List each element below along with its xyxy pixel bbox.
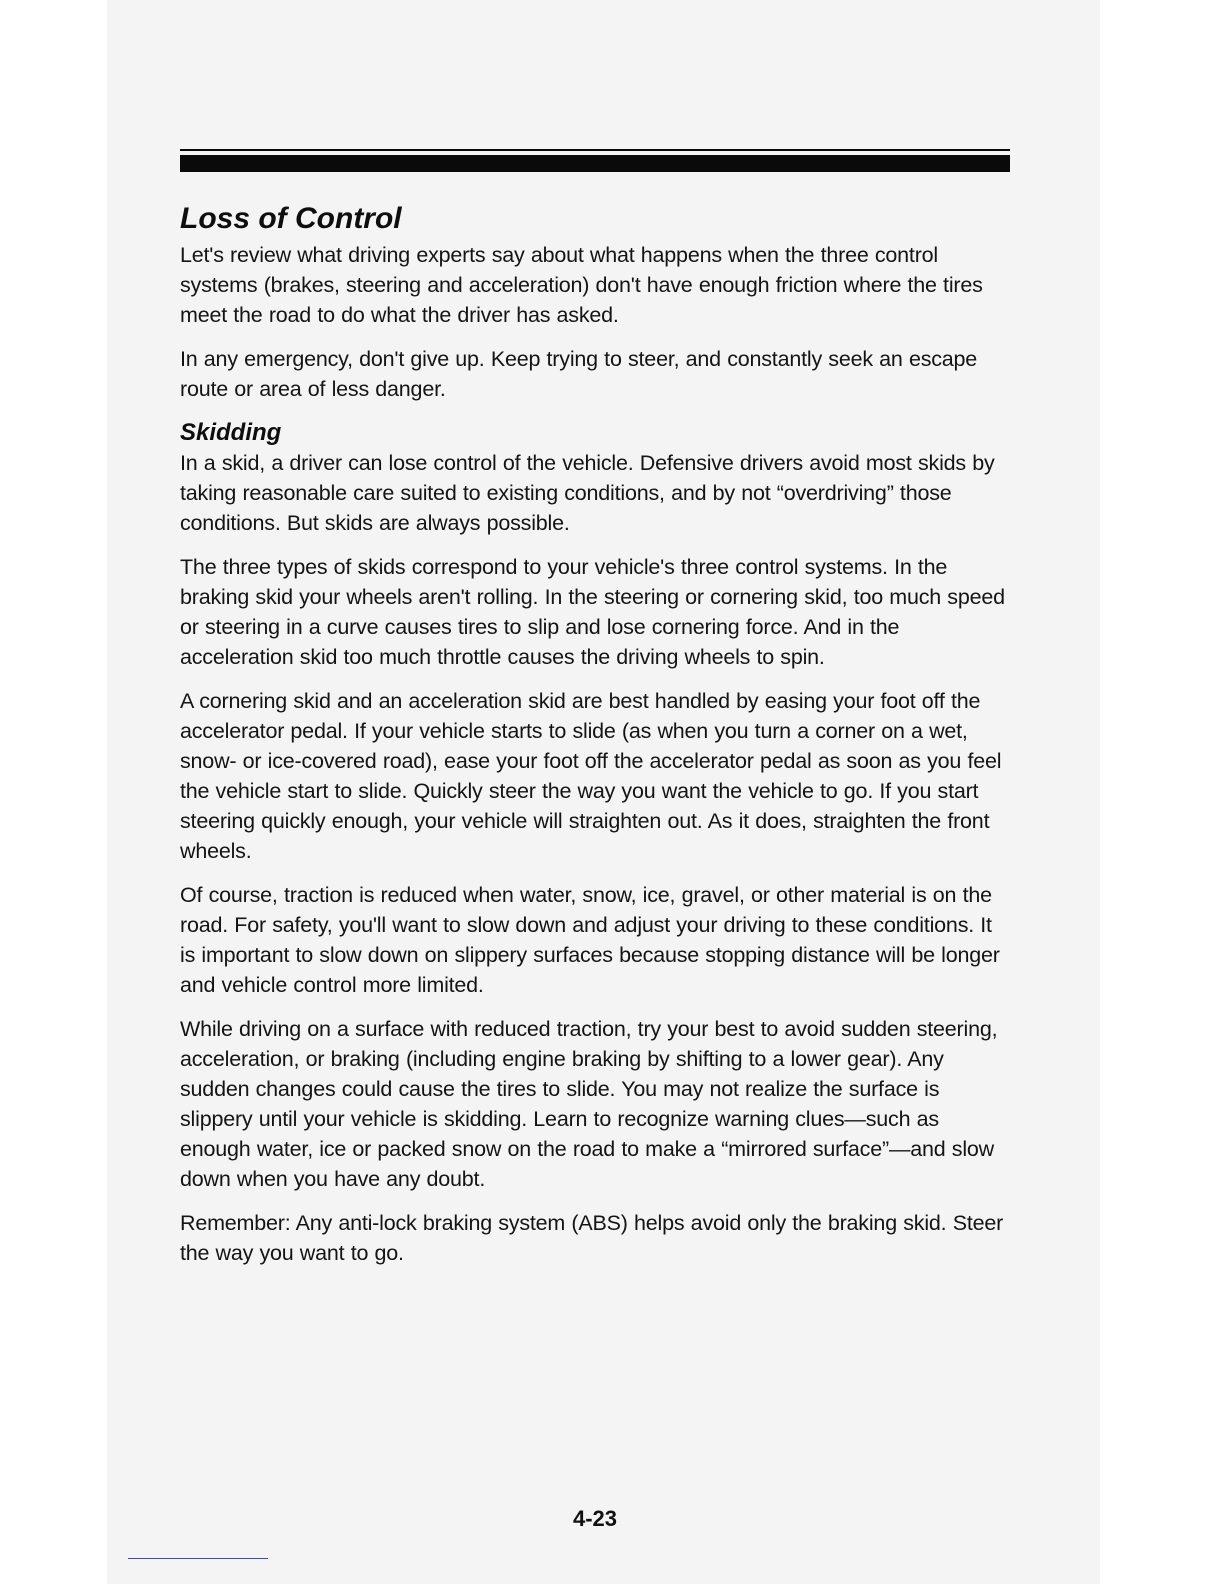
paragraph: In any emergency, don't give up. Keep trying to steer, and constantly seek an escape route or area of less danger.	[180, 347, 978, 401]
page-number: 4-23	[572, 1506, 618, 1531]
section-title: Loss of Control	[180, 202, 402, 235]
paragraph: Of course, traction is reduced when water, snow, ice, gravel, or other material is on the road. For safety, you'll want to slow down and adjust your driving to these conditions. It is important to slow down on slippery surfaces because stopping distance will be longer and vehicle control more limited.	[180, 883, 1000, 997]
subsection-title: Skidding	[180, 419, 282, 446]
paragraph: While driving on a surface with reduced traction, try your best to avoid sudden steering, acceleration, or braking (including engine braking by shifting to a lower gear). Any sudden changes could cause the tires to slide. You may not realize the surface is slippery until your vehicle is skidding. Learn to recognize warning clues—such as enough water, ice or packed snow on the road to make a “mirrored surface”—and slow down when you have any doubt.	[180, 1017, 998, 1191]
header-rule-thin	[180, 149, 1010, 151]
paragraph: Remember: Any anti-lock braking system (ABS) helps avoid only the braking skid. Steer the way you want to go.	[180, 1211, 1004, 1265]
paragraph: Let's review what driving experts say about what happens when the three control systems (brakes, steering and acceleration) don't have enough friction where the tires meet the road to do what the driver has asked.	[180, 243, 983, 327]
paragraph: A cornering skid and an acceleration skid are best handled by easing your foot off the accelerator pedal. If your vehicle starts to slide (as when you turn a corner on a wet, snow- or ice-covered road), ease your foot off the accelerator pedal as soon as you feel the vehicle start to slide. Quickly steer the way you want the vehicle to go. If you start steering quickly enough, your vehicle will straighten out. As it does, straighten the front wheels.	[180, 689, 1002, 863]
footer-divider	[128, 1558, 268, 1559]
page-content	[180, 200, 1012, 1282]
paragraph: The three types of skids correspond to your vehicle's three control systems. In the braking skid your wheels aren't rolling. In the steering or cornering skid, too much speed or steering in a curve causes tires to slip and lose cornering force. And in the acceleration skid too much throttle causes the driving wheels to spin.	[180, 555, 1005, 669]
header-rule	[180, 155, 1010, 172]
paragraph: In a skid, a driver can lose control of the vehicle. Defensive drivers avoid most skids by taking reasonable care suited to existing conditions, and by not “overdriving” those conditions. But skids are always possible.	[180, 451, 995, 535]
